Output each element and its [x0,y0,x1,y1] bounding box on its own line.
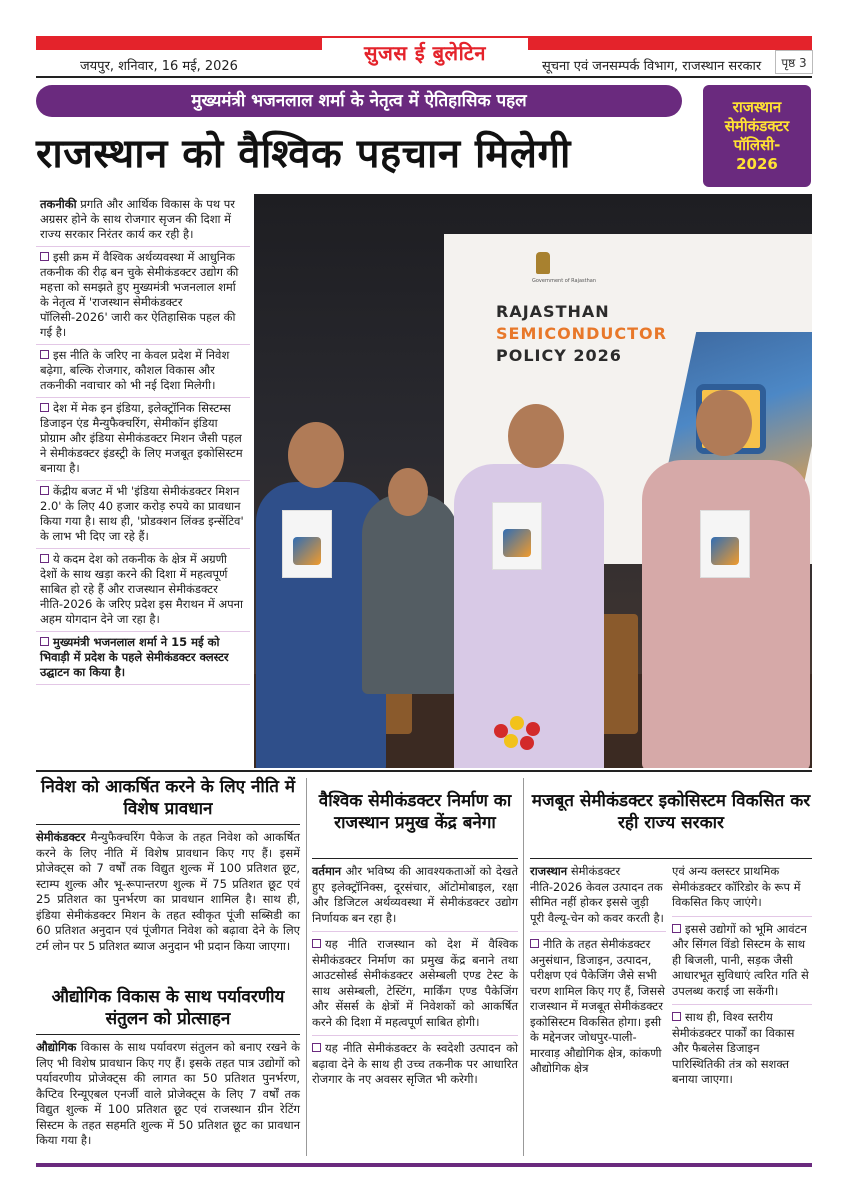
body-text: साथ ही, विश्व स्तरीय सेमीकंडक्टर पार्कों का विकास और फैबलेस डिजाइन पारिस्थितिकी तंत्र को सशक्त बनाया जाएगा। [672,1010,795,1086]
body-text: यह नीति राजस्थान को देश में वैश्विक सेमीकंडक्टर निर्माण का प्रमुख केंद्र बनाने तथा आउटसोर्स्ड सेमीकंडक्टर असेम्बली एण्ड टेस्ट के साथ असेम्बली, टेस्टिंग, मार्किंग एण्ड पैकेजिंग और सेंसर्स के क्षेत्रों में निवेशकों को आकर्षित करने की दिशा में महत्वपूर्ण साबित होगी। [312,937,518,1029]
badge-line: सेमीकंडक्टर [724,117,790,135]
bullet-square-icon [40,486,49,495]
investment-body [36,830,300,954]
bullet-square-icon [40,350,49,359]
headline-kicker: मुख्यमंत्री भजनलाल शर्मा के नेतृत्व में ऐतिहासिक पहल [36,85,682,117]
environment-body [36,1040,300,1149]
body-text: मैन्युफैक्चरिंग पैकेज के तहत निवेश को आकर्षित करने के लिए नीति में विशेष प्रावधान किए गए हैं। इसमें प्रोजेक्ट्स को 7 वर्षों तक विद्युत शुल्क में 100 प्रतिशत छूट, स्टाम्प शुल्क और भू-रूपान्तरण शुल्क में 75 प्रतिशत छूट एवं 25 प्रतिशत का पुनर्भरण का प्रावधान शामिल है। साथ ही, इंडिया सेमीकंडक्टर मिशन के तहत स्वीकृत पूंजी सब्सिडी का 60 प्रतिशत अनुदान एवं पूंजीगत निवेश को बढ़ावा देने के लिए टर्म लोन पर 5 प्रतिशत ब्याज अनुदान भी प्रदान किया जाएगा। [36,830,300,953]
bullet-text: इसी क्रम में वैश्विक अर्थव्यवस्था में आधुनिक तकनीक की रीढ़ बन चुके सेमीकंडक्टर उद्योग की महत्ता को समझते हुए मुख्यमंत्री भजनलाल शर्मा के नेतृत्व में 'राजस्थान सेमीकंडक्टर पॉलिसी-2026' जारी कर ऐतिहासिक पहल की गई है। [40,250,239,339]
bullet-square-icon [312,1043,321,1052]
badge-line: 2026 [736,155,778,173]
lead-word: सेमीकंडक्टर [36,830,86,844]
body-text: इससे उद्योगों को भूमि आवंटन और सिंगल विंडो सिस्टम के साथ ही बिजली, पानी, सड़क जैसी आधारभूत सुविधाएं त्वरित गति से उपलब्ध कराई जा सकेंगी। [672,921,809,998]
left-bullet-paragraph [36,247,250,345]
launch-event-photo [254,194,812,768]
bullet-square-icon [40,252,49,261]
ecosystem-heading: मजबूत सेमीकंडक्टर इकोसिस्टम विकसित कर रही राज्य सरकार [531,791,811,833]
body-paragraph [312,931,518,1030]
page-number: पृष्ठ 3 [775,50,813,74]
bullet-text: देश में मेक इन इंडिया, इलेक्ट्रॉनिक सिस्टम्स डिजाइन एंड मैन्युफैक्चरिंग, सेमीकॉन इंडिया प्रोग्राम और इंडिया सेमीकंडक्टर मिशन जैसी पहल ने सेमीकंडक्टर इंडस्ट्री के लिए मजबूत इकोसिस्टम बनाया है। [40,401,243,475]
flower [520,736,534,750]
flower [504,734,518,748]
body-paragraph [312,864,518,926]
column-divider [523,778,524,1156]
banner-title-line: POLICY 2026 [496,346,622,365]
investment-heading: निवेश को आकर्षित करने के लिए नीति में विशेष प्रावधान [40,777,295,819]
banner-gov-text: Government of Rajasthan [532,278,597,284]
section-divider [36,770,812,772]
banner-title-line: SEMICONDUCTOR [496,324,667,343]
column-divider [306,778,307,1156]
bullet-square-icon [530,939,539,948]
left-bullet-paragraph [36,632,250,685]
masthead-rule [36,76,812,78]
chief-minister-head [508,404,564,468]
heading-underline [36,824,300,825]
left-bullet-paragraph [36,549,250,632]
policy-booklet [282,510,332,578]
bullet-square-icon [40,637,49,646]
left-bullet-paragraph [36,481,250,549]
body-text: यह नीति सेमीकंडक्टर के स्वदेशी उत्पादन को बढ़ावा देने के साथ ही उच्च तकनीक पर आधारित रोजगार के नए अवसर सृजित भी करेगी। [312,1041,518,1086]
body-paragraph [530,931,666,1077]
global-hub-body [312,864,518,1093]
lead-text: प्रगति और आर्थिक विकास के पथ पर अग्रसर होने के साथ रोजगार सृजन की दिशा में राज्य सरकार निरंतर कार्य कर रही है। [40,197,235,241]
body-paragraph [312,1035,518,1088]
left-bullet-paragraph [36,345,250,398]
left-lead-paragraph [36,194,250,247]
badge-line: राजस्थान [732,98,782,116]
bullet-square-icon [312,939,321,948]
bullet-square-icon [672,1012,681,1021]
flower [526,722,540,736]
heading-underline [36,1034,300,1035]
masthead-logo [322,38,528,70]
lead-word: औद्योगिक [36,1040,77,1054]
bullet-square-icon [40,554,49,563]
body-text: एवं अन्य क्लस्टर प्राथमिक सेमीकंडक्टर कॉरिडोर के रूप में विकसित किए जाएंगे। [672,864,801,909]
state-emblem-icon [536,252,550,274]
body-text: विकास के साथ पर्यावरण संतुलन को बनाए रखने के लिए भी विशेष प्रावधान किए गए हैं। इसके तहत पात्र उद्योगों को पर्यावरणीय प्रोजेक्ट्स की लागत का 50 प्रतिशत पुनर्भरण, कैप्टिव रिन्यूएबल एनर्जी वाले प्रोजेक्ट्स के लिए 7 वर्षों तक विद्युत शुल्क में 100 प्रतिशत छूट एवं राजस्थान ग्रीन रेटिंग सिस्टम के तहत सहमति शुल्क में 50 प्रतिशत छूट का प्रावधान किया गया है। [36,1040,300,1147]
dignitary-figure [642,460,810,768]
policy-booklet [492,502,542,570]
heading-underline [530,858,812,859]
heading-underline [312,858,518,859]
environment-heading: औद्योगिक विकास के साथ पर्यावरणीय संतुलन को प्रोत्साहन [51,987,285,1029]
body-paragraph [672,864,812,911]
dignitary-head [696,390,752,456]
department-name: सूचना एवं जनसम्पर्क विभाग, राजस्थान सरकार [542,59,762,74]
policy-badge [703,85,811,187]
body-text: और भविष्य की आवश्यकताओं को देखते हुए इलेक्ट्रॉनिक्स, दूरसंचार, ऑटोमोबाइल, रक्षा और डिजिटल अर्थव्यवस्था में सेमीकंडक्टर उद्योग निर्णायक बन रहा है। [312,864,518,925]
lead-word: राजस्थान [530,864,568,878]
masthead-logo-text: सुजस ई बुलेटिन [364,41,486,65]
bullet-square-icon [40,403,49,412]
body-text: नीति के तहत सेमीकंडक्टर अनुसंधान, डिजाइन, उत्पादन, परीक्षण एवं पैकेजिंग जैसे सभी चरण शामिल किए गए हैं, जिससे राजस्थान में मजबूत सेमीकंडक्टर इकोसिस्टम विकसित होगा। इसी के मद्देनजर जोधपुर-पाली-मारवाड़ औद्योगिक क्षेत्र, कांकणी औद्योगिक क्षेत्र [530,937,665,1075]
left-bullet-paragraph [36,398,250,481]
banner-title-line: RAJASTHAN [496,302,610,321]
issue-date: जयपुर, शनिवार, 16 मई, 2026 [80,59,238,74]
body-paragraph [672,1004,812,1088]
flower [510,716,524,730]
global-hub-heading: वैश्विक सेमीकंडक्टर निर्माण का राजस्थान प्रमुख केंद्र बनेगा [318,791,512,833]
policy-booklet [700,510,750,578]
body-paragraph [672,916,812,1000]
bullet-text: मुख्यमंत्री भजनलाल शर्मा ने 15 मई को भिवाड़ी में प्रदेश के पहले सेमीकंडक्टर क्लस्टर उद्घाटन का किया है। [40,635,229,679]
body-paragraph [530,864,666,926]
ecosystem-body-col1 [530,864,666,1082]
footer-bar [36,1163,812,1167]
badge-line: पॉलिसी- [733,136,781,154]
dignitary-head [288,422,344,488]
headline-title: राजस्थान को वैश्विक पहचान मिलेगी [36,131,571,177]
bullet-text: इस नीति के जरिए ना केवल प्रदेश में निवेश बढ़ेगा, बल्कि रोजगार, कौशल विकास और तकनीकी नवाचार को भी नई दिशा मिलेगी। [40,348,230,392]
attendee-figure [362,494,458,694]
left-column [36,194,250,685]
attendee-head [388,468,428,516]
bullet-square-icon [672,924,681,933]
ecosystem-body-col2 [672,864,812,1093]
bullet-text: ये कदम देश को तकनीक के क्षेत्र में अग्रणी देशों के साथ खड़ा करने की दिशा में महत्वपूर्ण साबित हो रहे हैं और राजस्थान सेमीकंडक्टर नीति-2026 के जरिए प्रदेश इस मैराथन में अपना अहम योगदान देने जा रहा है। [40,552,244,626]
lead-word: तकनीकी [40,197,77,211]
flower-bouquet [490,714,556,754]
body-text: सेमीकंडक्टर नीति-2026 केवल उत्पादन तक सीमित नहीं होकर इससे जुड़ी पूरी वैल्यू-चेन को कवर करती है। [530,864,664,925]
lead-word: वर्तमान [312,864,342,878]
bullet-text: केंद्रीय बजट में भी 'इंडिया सेमीकंडक्टर मिशन 2.0' के लिए 40 हजार करोड़ रुपये का प्रावधान किया गया है। साथ ही, 'प्रोडक्शन लिंक्ड इन्सेंटिव' के लाभ भी दिए जा रहे हैं। [40,484,244,543]
